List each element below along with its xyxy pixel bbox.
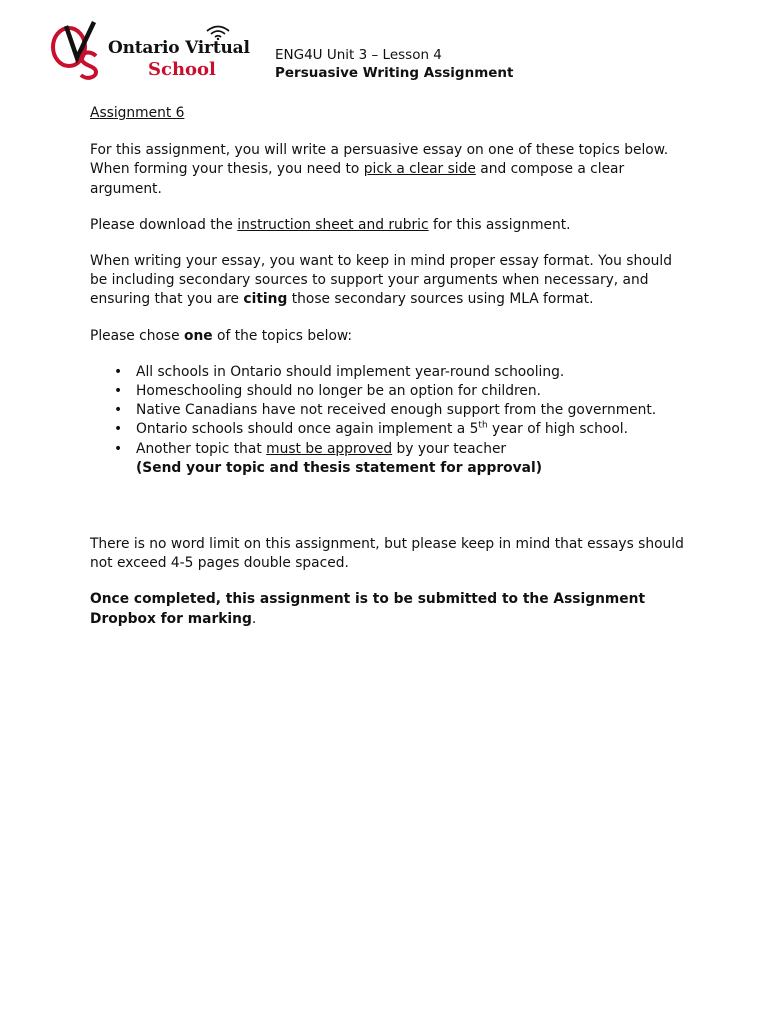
course-code: ENG4U Unit 3 – Lesson 4 bbox=[275, 47, 442, 63]
choose-text-1: Please chose bbox=[90, 327, 184, 344]
pick-a-clear-side-emphasis: pick a clear side bbox=[363, 161, 476, 178]
list-item bbox=[136, 363, 690, 382]
assignment-content bbox=[90, 104, 690, 646]
list-item bbox=[136, 401, 690, 420]
assignment-heading bbox=[90, 104, 690, 123]
ovs-logo-mark bbox=[50, 20, 104, 80]
list-item bbox=[136, 382, 690, 401]
format-paragraph bbox=[90, 252, 690, 310]
logo-text-ontario-virtual: Ontario Virtual bbox=[108, 38, 250, 58]
intro-text-2: and compose a clear argument. bbox=[90, 161, 625, 197]
logo-text-school: School bbox=[148, 59, 216, 80]
submission-period: . bbox=[251, 610, 257, 627]
choose-text-2: of the topics below: bbox=[212, 327, 353, 344]
topic-text: Another topic that bbox=[136, 440, 267, 457]
intro-text-1: For this assignment, you will write a persuasive essay on one of these topics below. When forming your thesis, you need to bbox=[90, 142, 669, 178]
submission-paragraph bbox=[90, 590, 690, 628]
must-be-approved-emphasis: must be approved bbox=[266, 440, 393, 457]
list-item bbox=[136, 420, 690, 439]
approval-note: (Send your topic and thesis statement for approval) bbox=[136, 459, 543, 476]
download-paragraph bbox=[90, 216, 690, 235]
topic-text: by your teacher bbox=[392, 440, 507, 457]
one-emphasis: one bbox=[184, 327, 213, 344]
word-limit-paragraph: There is no word limit on this assignment, but please keep in mind that essays should not exceed 4-5 pages double spaced. bbox=[90, 536, 684, 572]
download-text-2: for this assignment. bbox=[428, 216, 571, 233]
topic-text: Ontario schools should once again implement a 5 bbox=[136, 421, 479, 438]
submission-text: Once completed, this assignment is to be submitted to the Assignment Dropbox for marking bbox=[90, 591, 646, 627]
course-info bbox=[275, 46, 514, 82]
download-text-1: Please download the bbox=[90, 216, 238, 233]
format-text-1: When writing your essay, you want to keep in mind proper essay format. You should be including secondary sources to support your arguments when necessary, and ensuring that you are bbox=[90, 253, 673, 308]
instruction-sheet-link[interactable]: instruction sheet and rubric bbox=[237, 216, 429, 233]
topic-text: All schools in Ontario should implement year-round schooling. bbox=[136, 363, 565, 380]
assignment-heading-text: Assignment 6 bbox=[90, 105, 185, 121]
topic-list bbox=[90, 363, 690, 459]
ovs-logo bbox=[50, 20, 270, 82]
superscript-th: th bbox=[478, 420, 488, 431]
topic-text: year of high school. bbox=[487, 421, 628, 438]
format-text-2: those secondary sources using MLA format. bbox=[287, 291, 594, 308]
topic-text: Homeschooling should no longer be an option for children. bbox=[136, 383, 542, 400]
course-title: Persuasive Writing Assignment bbox=[275, 65, 514, 81]
intro-paragraph bbox=[90, 141, 690, 199]
topic-text: Native Canadians have not received enough support from the government. bbox=[136, 402, 657, 419]
citing-emphasis: citing bbox=[243, 291, 288, 308]
choose-paragraph bbox=[90, 327, 690, 346]
list-item bbox=[136, 440, 690, 459]
